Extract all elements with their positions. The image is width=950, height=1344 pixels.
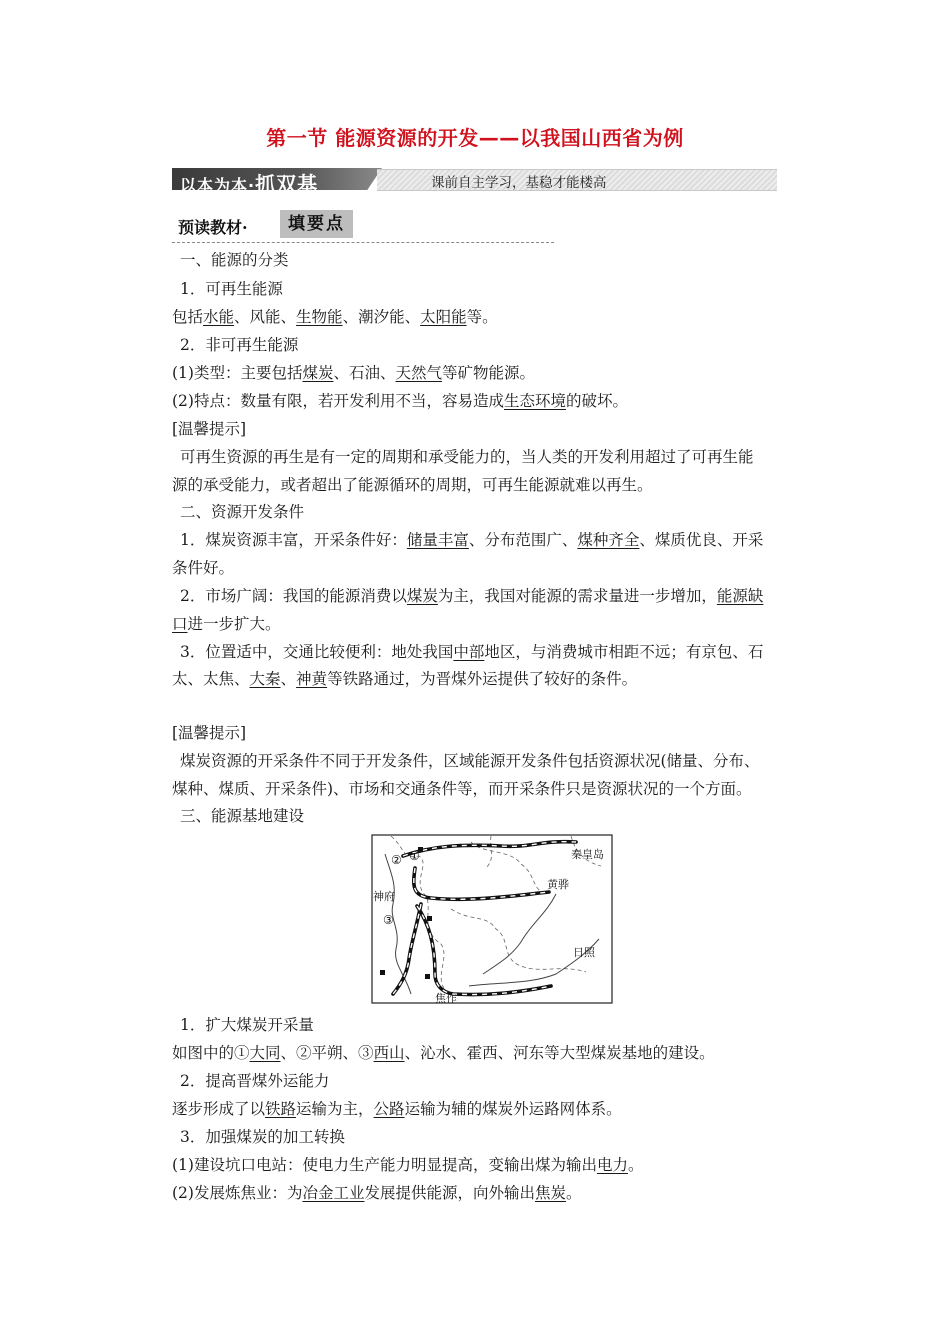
banner-heading-a: 以本为本· [180,176,256,195]
answer-blank: 生物能 [296,308,343,326]
text-line: 1．煤炭资源丰富，开采条件好：储量丰富、分布范围广、煤种齐全、煤质优良、开采 [180,531,764,549]
text-line: 2．市场广阔：我国的能源消费以煤炭为主，我国对能源的需求量进一步增加，能源缺 [180,587,764,605]
answer-blank: 太阳能 [420,308,467,326]
answer-blank: 公路 [373,1100,405,1118]
text-line: 太、太焦、大秦、神黄等铁路通过，为晋煤外运提供了较好的条件。 [172,670,638,688]
tip-label: [温馨提示] [172,420,247,438]
page-title: 第一节 能源资源的开发——以我国山西省为例 [266,126,684,150]
answer-blank: 铁路 [265,1100,297,1118]
section-heading: 一、能源的分类 [180,251,289,269]
tip-label: [温馨提示] [172,724,247,742]
tip-text: 源的承受能力，或者超出了能源循环的周期，可再生能源就难以再生。 [172,476,653,494]
text-line: (2)发展炼焦业：为冶金工业发展提供能源，向外输出焦炭。 [172,1184,582,1202]
text-line: 口进一步扩大。 [172,615,281,633]
answer-blank: 天然气 [395,364,443,382]
subheader-label: 预读教材· [178,218,248,237]
banner-light-band [377,169,777,191]
text-line: (1)建设坑口电站：使电力生产能力明显提高，变输出煤为输出电力。 [172,1156,644,1174]
map-label-huanghua: 黄骅 [547,878,569,891]
text-line: 包括水能、风能、生物能、潮汐能、太阳能等。 [172,308,498,326]
tip-text: 可再生资源的再生是有一定的周期和承受能力的，当人类的开发利用超过了可再生能 [180,448,754,466]
tip-text: 煤炭资源的开采条件不同于开发条件，区域能源开发条件包括资源状况(储量、分布、 [180,752,760,770]
section-heading: 三、能源基地建设 [180,807,305,825]
shanxi-coal-transport-map [371,834,613,1004]
map-label-shenfu: 神府 [373,890,395,903]
text-line: (1)类型：主要包括煤炭、石油、天然气等矿物能源。 [172,364,536,382]
answer-blank: 大同 [249,1044,281,1062]
map-marker-3: ③ [383,913,394,927]
map-label-jiaozuo: 焦作 [435,992,457,1004]
banner-slogan: 课前自主学习，基稳才能楼高 [431,175,607,191]
map-label-qinhuangdao: 秦皇岛 [571,848,604,861]
map-marker-1: ① [409,849,420,863]
answer-blank: 口 [172,615,188,633]
answer-blank: 能源缺 [716,587,764,605]
map-label-rizhao: 日照 [573,946,595,959]
text-line: 逐步形成了以铁路运输为主，公路运输为辅的煤炭外运路网体系。 [172,1100,622,1118]
item-heading: 2．提高晋煤外运能力 [180,1072,330,1090]
text-line: (2)特点：数量有限，若开发利用不当，容易造成生态环境的破坏。 [172,392,628,410]
item-heading: 1．扩大煤炭开采量 [180,1016,314,1034]
answer-blank: 神黄 [296,670,328,688]
subheader-divider [172,242,554,243]
section-banner [172,166,778,196]
answer-blank: 水能 [203,308,235,326]
item-heading: 1．可再生能源 [180,280,283,298]
subheader-highlight: 填要点 [280,210,353,238]
map-marker-2: ② [391,853,402,867]
answer-blank: 冶金工业 [302,1184,365,1202]
answer-blank: 西山 [373,1044,405,1062]
text-line: 条件好。 [172,559,235,577]
coal-base-marker [427,916,432,921]
subheader [172,208,554,242]
text-line: 如图中的①大同、②平朔、③西山、沁水、霍西、河东等大型煤炭基地的建设。 [172,1044,715,1062]
answer-blank: 生态环境 [503,392,566,410]
item-heading: 2．非可再生能源 [180,336,299,354]
answer-blank: 电力 [596,1156,628,1174]
answer-blank: 大秦 [249,670,281,688]
answer-blank: 焦炭 [535,1184,567,1202]
answer-blank: 煤炭 [406,587,438,605]
answer-blank: 储量丰富 [406,531,469,549]
banner-heading [180,168,318,197]
coal-base-marker [425,974,430,979]
answer-blank: 煤种齐全 [577,531,640,549]
text-line: 3．位置适中，交通比较便利：地处我国中部地区，与消费城市相距不远；有京包、石 [180,643,764,661]
banner-heading-b: 抓双基 [255,172,319,196]
answer-blank: 中部 [453,643,485,661]
section-heading: 二、资源开发条件 [180,503,305,521]
answer-blank: 煤炭 [302,364,334,382]
tip-text: 煤种、煤质、开采条件)、市场和交通条件等，而开采条件只是资源状况的一个方面。 [172,780,752,798]
item-heading: 3．加强煤炭的加工转换 [180,1128,345,1146]
coal-base-marker [380,970,385,975]
